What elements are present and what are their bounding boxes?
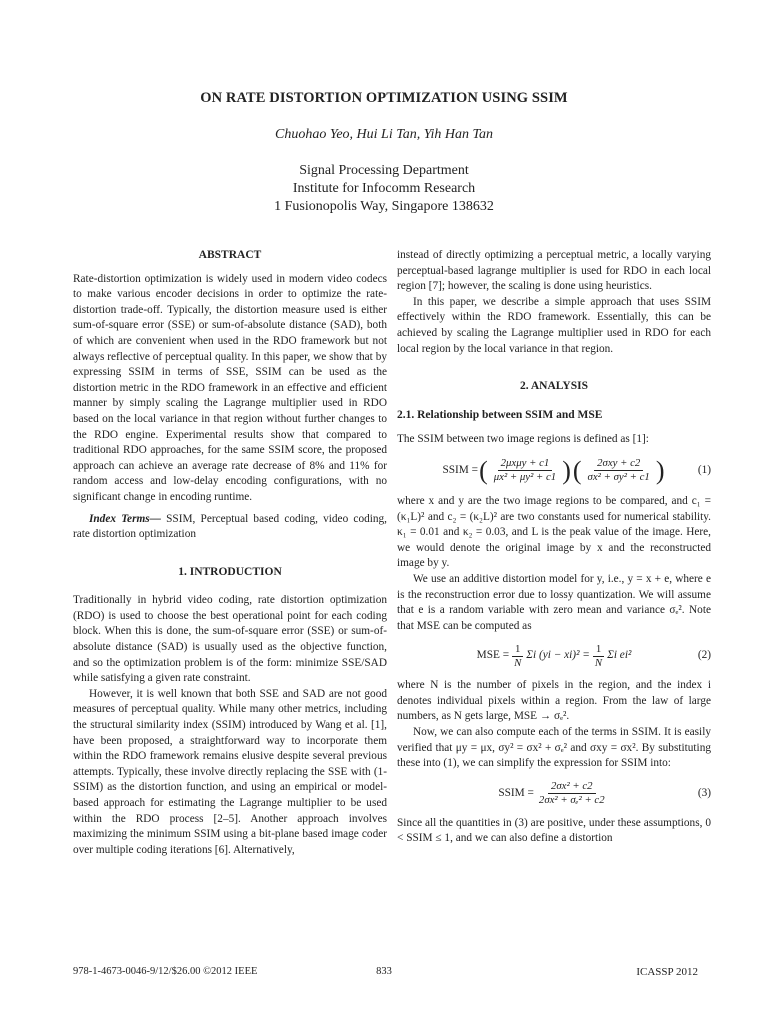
- index-terms-text: SSIM, Perceptual based coding, video coding, rate distortion optimization: [73, 512, 387, 541]
- ssim-label: SSIM =: [498, 787, 534, 800]
- paper-title: ON RATE DISTORTION OPTIMIZATION USING SSIM: [200, 90, 568, 106]
- fraction: $\frac{1}{N}$: [592, 643, 605, 670]
- intro-heading: 1. INTRODUCTION: [178, 565, 282, 578]
- fraction: $\frac{\text{2σxy + c2}}{\text{σx² + σy² + c1}}$: [587, 457, 650, 484]
- fraction: $\frac{\text{2σx² + c2}}{\text{2σx² + σₑ² + c2}}$: [538, 780, 605, 807]
- author-list: Chuohao Yeo, Hui Li Tan, Yih Han Tan: [275, 127, 493, 142]
- body-paragraph: In this paper, we describe a simple approach that uses SSIM effectively within the RDO framework. Essentially, this can be achieved by scaling the Lagrange multiplier used in RDO for each local region by the local variance in that region.: [397, 295, 711, 355]
- fraction: $\frac{\text{2μxμy + c1}}{\text{μx² + μy² + c1}}$: [493, 457, 557, 484]
- equation-1: SSIM = ( $\frac{\text{2μxμy + c1}}{\text{μx² + μy² + c1}}$ ) ( $\frac{\text{2σxy + c2}}{\text{σx² + σy² + c1}}$ ) (1): [442, 455, 711, 485]
- affiliation-line: 1 Fusionopolis Way, Singapore 138632: [274, 199, 494, 214]
- footer-conference: ICASSP 2012: [636, 966, 698, 978]
- right-column: [397, 248, 711, 847]
- body-paragraph: We use an additive distortion model for y, i.e., y = x + e, where e is the reconstruction error due to lossy quantization. We will assume that e is a random variable with zero mean and variance σₑ². Note that MSE can be computed as: [397, 572, 711, 632]
- body-paragraph: where x and y are the two image regions to be compared, and c₁ = (κ₁L)² and c₂ = (κ₂L)² are two constants used for numerical stability. κ₁ = 0.01 and κ₂ = 0.03, and L is the peak value of the image. Here, we would denote the original image by x and the reconstructed image by y.: [397, 494, 711, 570]
- affiliation-block: [0, 162, 768, 216]
- analysis-heading: 2. ANALYSIS: [520, 380, 588, 393]
- index-terms: [73, 512, 387, 543]
- affiliation-line: Signal Processing Department: [299, 163, 469, 178]
- mse-label: MSE =: [476, 649, 510, 662]
- intro-paragraph: Traditionally in hybrid video coding, rate distortion optimization (RDO) is used to choose the best operational point for each coding block. When this is done, the sum-of-square error (SSE) or sum-of-absolute distance (SAD) is usually used as the objective function, and so the optimization problem is of the form: minimize SSE/SAD while satisfying a given rate constraint.: [73, 594, 387, 685]
- body-paragraph: where N is the number of pixels in the region, and the index i denotes individual pixels within a region. From the law of large numbers, as N gets large, MSE → σₑ².: [397, 679, 711, 723]
- equation-number: (2): [697, 649, 711, 662]
- equation-2: MSE = $\frac{1}{N}$ Σi (yi − xi)² = $\frac{1}{N}$ Σi ei² (2): [476, 642, 711, 669]
- subsection-heading: 2.1. Relationship between SSIM and MSE: [397, 408, 603, 421]
- index-terms-label: Index Terms—: [89, 512, 161, 525]
- intro-paragraph: However, it is well known that both SSE and SAD are not good measures of perceptual quality. While many other metrics, including the structural similarity index (SSIM) introduced by Wang et al. [1], have been proposed, a straightforward way to incorporate them within the RDO framework remains elusive despite several previous attempts. Typically, these involve directly replacing the SSE with (1-SSIM) as the distortion function, and using an empirical or model-based approach for estimating the Lagrange multiplier to be used within the RDO process [2–5]. Another approach involves maximizing the minimum SSIM using a bit-plane based image coder over multiple coding iterations [6]. Alternatively,: [73, 687, 387, 856]
- abstract-heading: ABSTRACT: [198, 249, 262, 261]
- body-paragraph: instead of directly optimizing a perceptual metric, a locally varying perceptual-based lagrange multiplier is used for RDO in each local region [7]; however, the scaling is done using heuristics.: [397, 249, 711, 293]
- equation-3: [397, 772, 711, 816]
- body-paragraph: Since all the quantities in (3) are positive, under these assumptions, 0 < SSIM ≤ 1, and we can also define a distortion: [397, 816, 711, 845]
- abstract-text: Rate-distortion optimization is widely used in modern video codecs to make various encoder decisions in order to optimize the rate-distortion trade-off. Typically, the distortion measure used is either sum-of-square error (SSE) or sum-of-absolute distance (SAD), both of which are convenient when used in the RDO framework but not always reflective of perceptual quality. In this paper, we show that by expressing SSIM in terms of SSE, SSIM can be used as the distortion metric in the RDO framework in an effective and efficient manner by simply scaling the Lagrange multiplier used in RDO based on the local variance in that region without further changes to the RDO engine. Experimental results show that compared to traditional RDO approaches, for the same SSIM score, the proposed approach can achieve an average rate decrease of 8% and 11% for random access and low-delay encoding configurations, with no significant change in encoding runtime.: [73, 272, 387, 503]
- equation-number: (1): [697, 464, 711, 477]
- left-column: [73, 248, 387, 858]
- affiliation-line: Institute for Infocomm Research: [292, 181, 476, 196]
- footer-page-number: 833: [376, 966, 392, 977]
- fraction: $\frac{1}{N}$: [511, 643, 524, 670]
- equation-number: (3): [697, 787, 711, 800]
- body-paragraph: Now, we can also compute each of the terms in SSIM. It is easily verified that μy = μx, σy² = σx² + σₑ² and σxy = σx². By substituting these into (1), we can simplify the expression for SSIM into:: [397, 726, 711, 770]
- body-paragraph: The SSIM between two image regions is defined as [1]:: [397, 433, 649, 446]
- footer-isbn: 978-1-4673-0046-9/12/$26.00 ©2012 IEEE: [73, 966, 258, 977]
- ssim-label: SSIM =: [442, 464, 479, 477]
